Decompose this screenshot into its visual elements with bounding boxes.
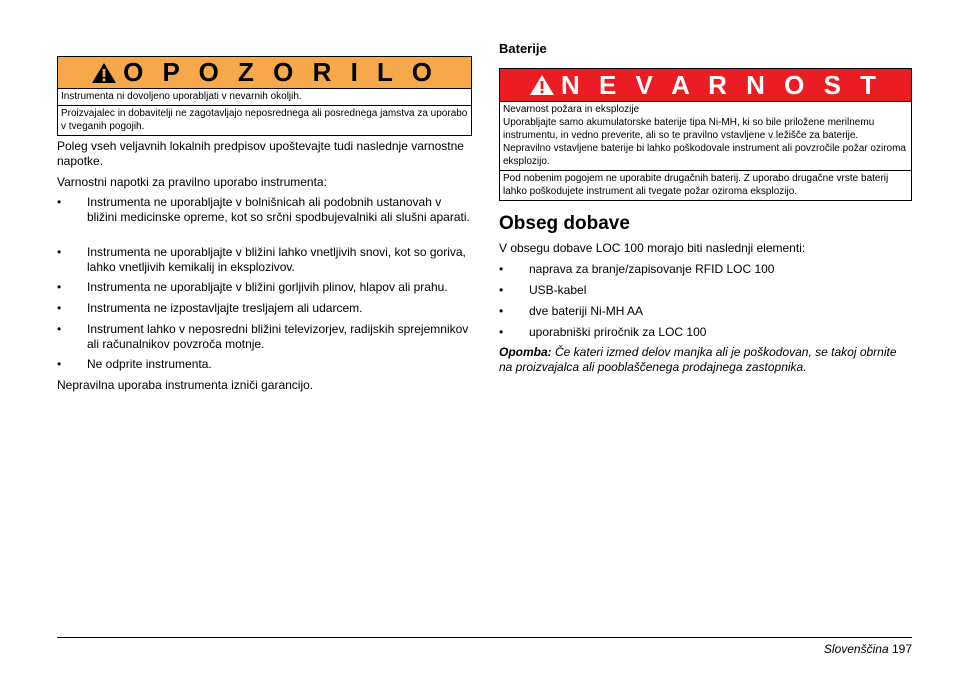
warning-triangle-icon <box>91 62 117 84</box>
scope-heading: Obseg dobave <box>499 213 630 234</box>
bullet-dot: • <box>57 195 62 209</box>
list-item <box>57 245 472 275</box>
list-item-text: Instrument lahko v neposredni bližini televizorjev, radijskih sprejemnikov ali računalnikov povzroča motnje. <box>87 322 469 351</box>
list-item <box>499 262 912 277</box>
batteries-heading: Baterije <box>499 41 547 56</box>
list-item-text: Instrumenta ne uporabljajte v bližini lahko vnetljivih snovi, kot so goriva, lahko vnetljivih kemikalij in eksplozivov. <box>87 245 466 274</box>
note-label: Opomba: <box>499 345 552 359</box>
list-item-text: Ne odprite instrumenta. <box>87 357 212 371</box>
list-item <box>499 325 912 340</box>
footer-divider <box>57 637 912 638</box>
list-item-text: uporabniški priročnik za LOC 100 <box>529 325 707 339</box>
page-number: 197 <box>891 642 912 656</box>
danger-body <box>500 102 911 200</box>
note-text: Če kateri izmed delov manjka ali je poškodovan, se takoj obrnite na proizvajalca ali pooblaščenega prodajnega zastopnika. <box>499 345 897 374</box>
warning-title: O P O Z O R I L O <box>123 57 438 87</box>
bullet-dot: • <box>499 304 504 318</box>
list-item <box>499 283 912 298</box>
danger-header <box>500 69 911 102</box>
warning-line: Instrumenta ni dovoljeno uporabljati v nevarnih okoljih. <box>61 91 302 102</box>
bullet-dot: • <box>57 280 62 294</box>
footer <box>824 642 912 656</box>
safety-intro: Varnostni napotki za pravilno uporabo instrumenta: <box>57 175 327 189</box>
list-item <box>57 195 472 225</box>
scope-intro: V obsegu dobave LOC 100 morajo biti naslednji elementi: <box>499 241 806 255</box>
warning-body <box>58 89 471 135</box>
list-item-text: USB-kabel <box>529 283 587 297</box>
bullet-dot: • <box>499 325 504 339</box>
list-item <box>57 280 472 295</box>
danger-box <box>499 68 912 201</box>
bullet-dot: • <box>57 357 62 371</box>
bullet-dot: • <box>499 262 504 276</box>
danger-triangle-icon <box>529 74 555 96</box>
intro-paragraph: Poleg vseh veljavnih lokalnih predpisov upoštevajte tudi naslednje varnostne napotke. <box>57 139 464 168</box>
bullet-dot: • <box>57 322 62 336</box>
warranty-paragraph: Nepravilna uporaba instrumenta izniči garancijo. <box>57 378 314 392</box>
list-item-text: naprava za branje/zapisovanje RFID LOC 100 <box>529 262 775 276</box>
bullet-dot: • <box>57 301 62 315</box>
bullet-dot: • <box>57 245 62 259</box>
bullet-dot: • <box>499 283 504 297</box>
list-item <box>57 301 472 316</box>
warning-header <box>58 57 471 89</box>
list-item-text: dve bateriji Ni-MH AA <box>529 304 644 318</box>
danger-text: Nevarnost požara in eksplozije Uporabljajte samo akumulatorske baterije tipa Ni-MH, ki so bile priložene merilnemu instrumentu, in vedno preverite, ali so te pravilno vstavljene v ležišče za baterije. Nepravilno vstavljene baterije bi lahko poškodovale instrument ali povzročile požar oziroma eksplozijo. <box>503 104 906 167</box>
list-item-text: Instrumenta ne uporabljajte v bolnišnicah ali podobnih ustanovah v bližini medicinske opreme, kot so srčni spodbujevalniki ali slušni aparati. <box>87 195 470 224</box>
note-paragraph <box>499 345 912 375</box>
danger-title: N E V A R N O S T <box>560 69 883 100</box>
warning-line: Proizvajalec in dobavitelji ne zagotavljajo neposrednega ali posrednega jamstva za uporabo v tveganih pogojih. <box>58 105 471 135</box>
list-item-text: Instrumenta ne izpostavljajte tresljajem ali udarcem. <box>87 301 363 315</box>
list-item <box>57 322 472 352</box>
list-item <box>499 304 912 319</box>
footer-language: Slovenščina <box>823 642 889 656</box>
list-item-text: Instrumenta ne uporabljajte v bližini gorljivih plinov, hlapov ali prahu. <box>87 280 448 294</box>
warning-box <box>57 56 472 136</box>
list-item <box>57 357 472 372</box>
danger-text: Pod nobenim pogojem ne uporabite drugačnih baterij. Z uporabo drugačne vrste baterij lahko poškodujete instrument ali tvegate požar oziroma eksplozijo. <box>500 170 911 200</box>
